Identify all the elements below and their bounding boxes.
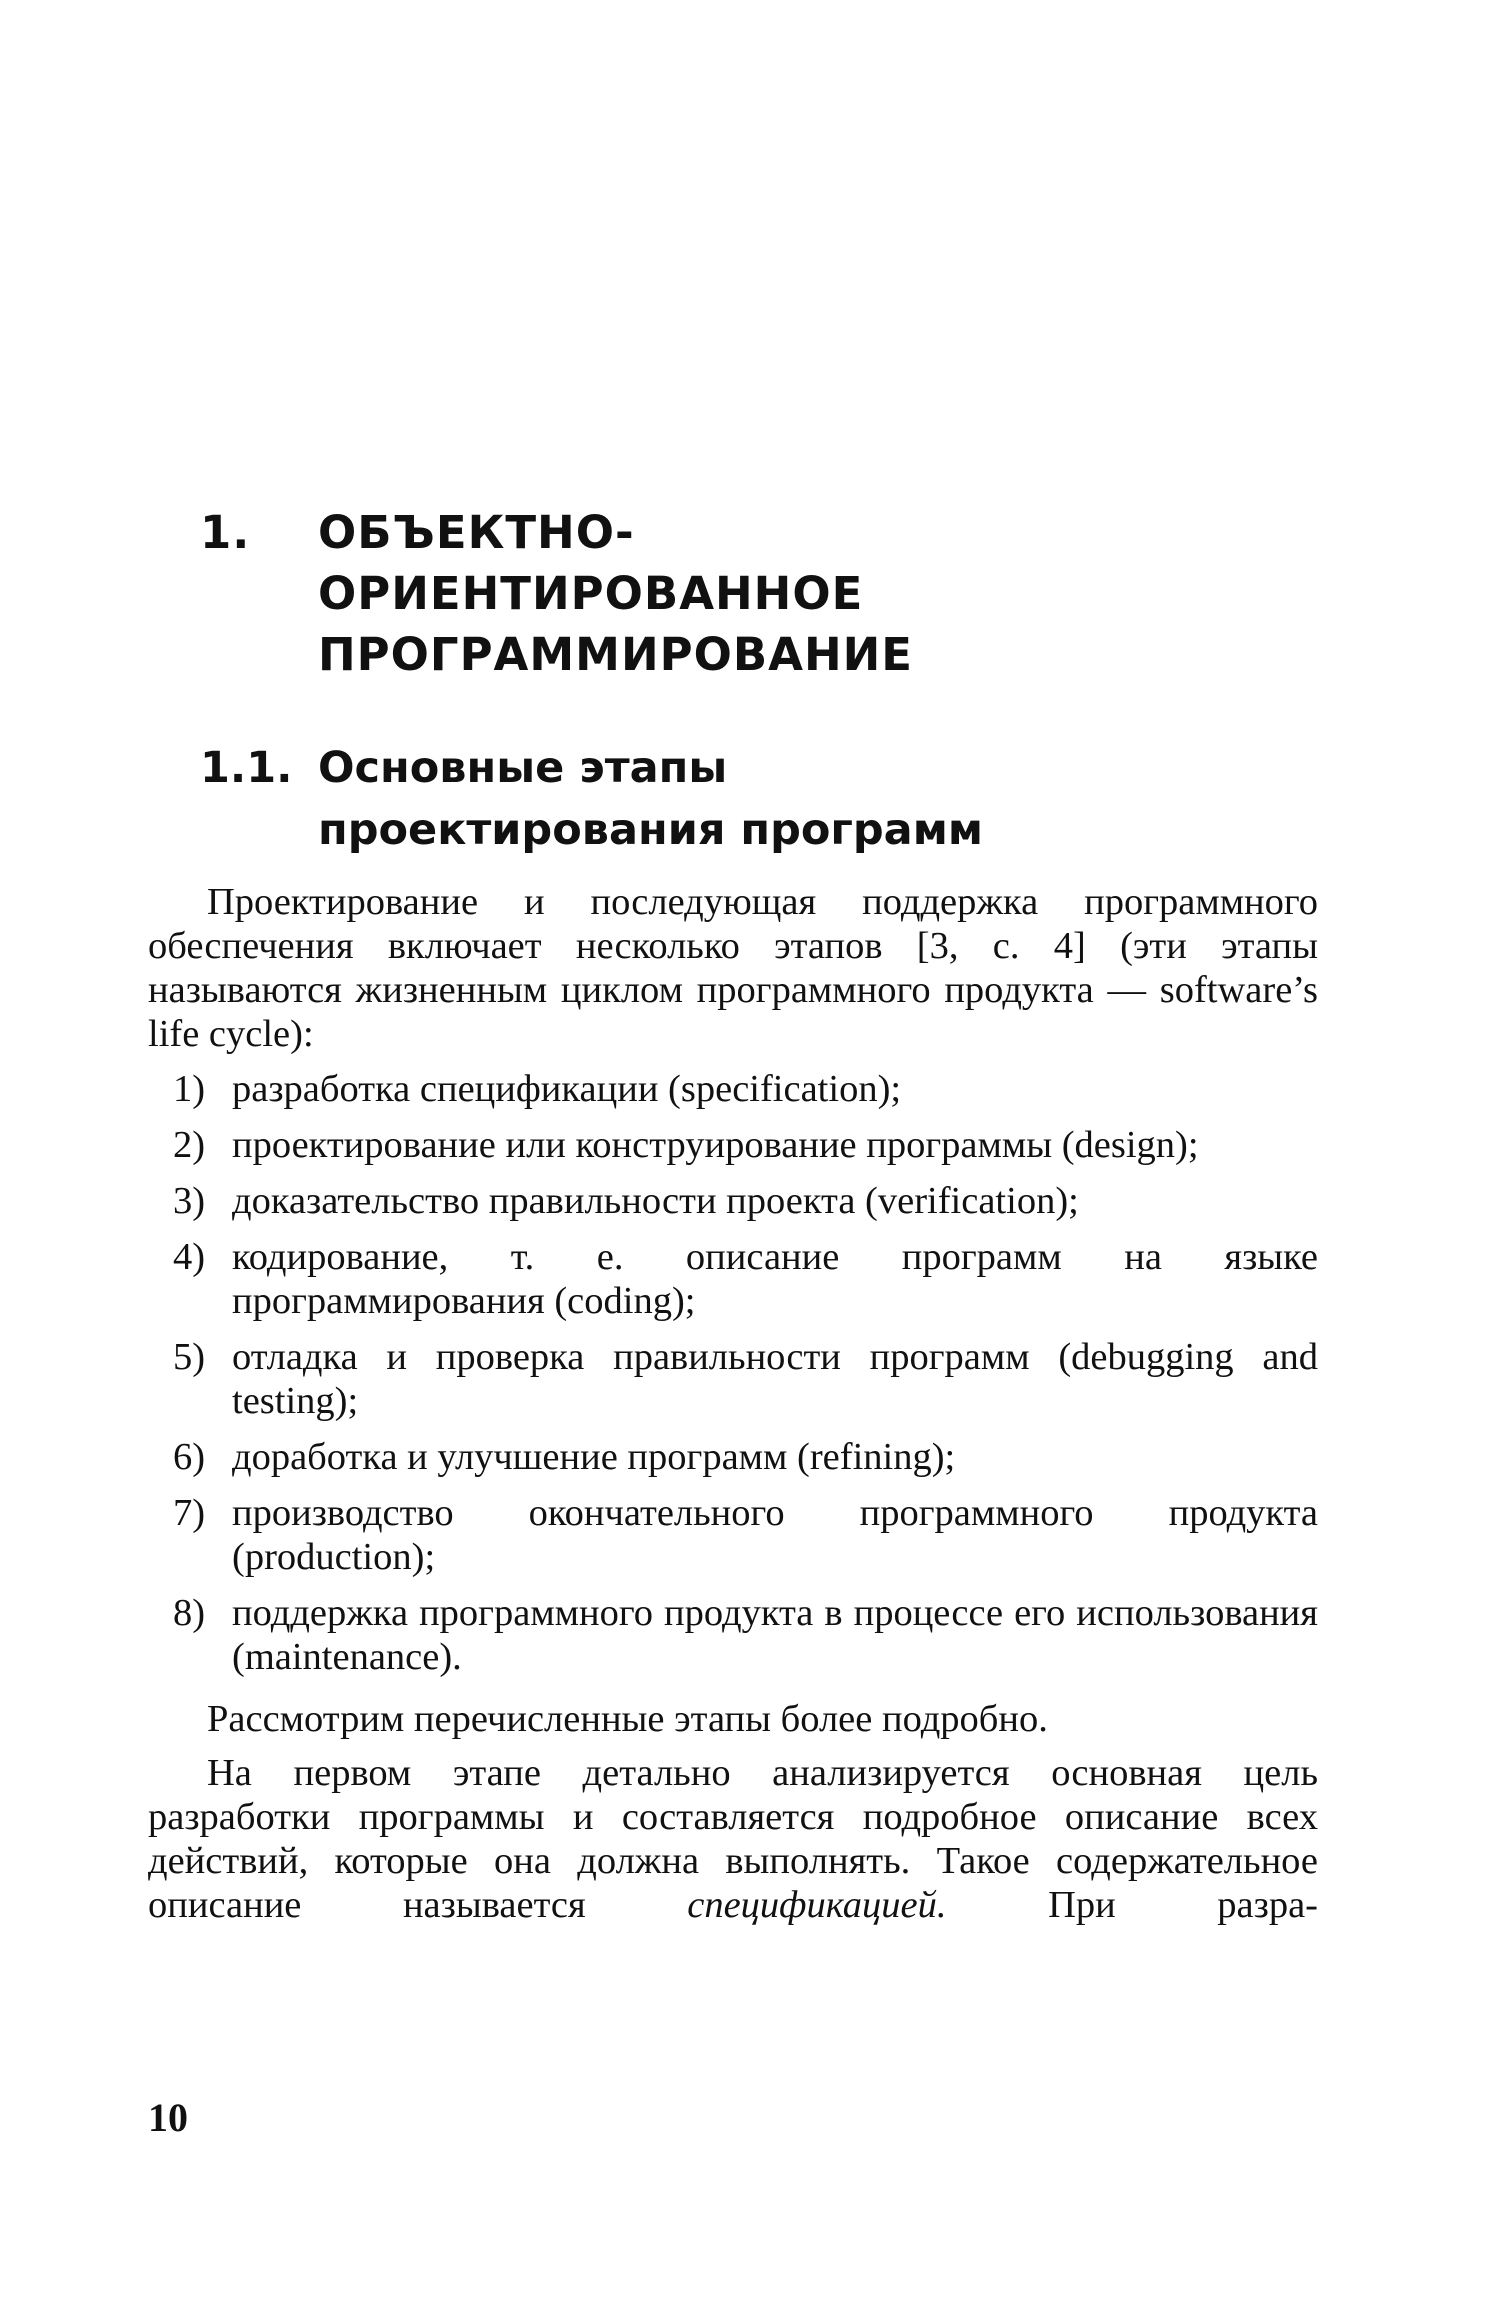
list-item — [148, 1491, 1318, 1579]
list-item-number: 4) — [173, 1236, 206, 1278]
chapter-title-line: ОБЪЕКТНО- — [318, 506, 635, 559]
section-number: 1.1. — [200, 743, 293, 793]
section-title-line: Основные этапы — [318, 743, 728, 793]
list-item — [148, 1335, 1318, 1423]
section-title-line: проектирования программ — [318, 805, 983, 855]
list-item-text: разработка спецификации (specification); — [232, 1068, 902, 1110]
first-stage-paragraph — [148, 1751, 1318, 1927]
specification-term: спецификацией. — [687, 1884, 947, 1926]
list-item-text: поддержка программного продукта в процессе его использования (maintenance). — [232, 1592, 1318, 1678]
list-item — [148, 1591, 1318, 1679]
list-item-text: производство окончательного программного продукта (production); — [232, 1492, 1318, 1578]
body-text — [148, 880, 1318, 1927]
list-item-number: 8) — [173, 1592, 206, 1634]
chapter-title — [318, 502, 1018, 685]
list-item — [148, 1235, 1318, 1323]
page-number: 10 — [148, 2095, 188, 2140]
intro-paragraph: Проектирование и последующая поддержка программного обеспечения включает несколько этапов [3, с. 4] (эти этапы называются жизненным циклом программного продукта — software’s life cycle): — [148, 881, 1318, 1055]
list-item-number: 6) — [173, 1436, 206, 1478]
list-item-number: 3) — [173, 1180, 206, 1222]
list-item-number: 1) — [173, 1068, 206, 1110]
list-item-number: 5) — [173, 1336, 206, 1378]
chapter-title-line: ПРОГРАММИРОВАНИЕ — [318, 628, 914, 681]
first-stage-continuation: При разра- — [946, 1884, 1318, 1926]
list-item-text: доработка и улучшение программ (refining); — [232, 1436, 956, 1478]
list-item — [148, 1123, 1318, 1167]
review-paragraph: Рассмотрим перечисленные этапы более подробно. — [207, 1698, 1048, 1740]
chapter-title-line: ОРИЕНТИРОВАННОЕ — [318, 567, 864, 620]
list-item — [148, 1067, 1318, 1111]
first-stage-text: На первом этапе детально анализируется основная цель разработки программы и составляется подробное описание всех действий, которые она должна выполнять. Такое содержательное описание называется — [148, 1752, 1318, 1926]
list-item — [148, 1179, 1318, 1223]
list-item-text: проектирование или конструирование программы (design); — [232, 1124, 1199, 1166]
list-item — [148, 1435, 1318, 1479]
lifecycle-stages-list — [148, 1067, 1318, 1679]
list-item-text: отладка и проверка правильности программ (debugging and testing); — [232, 1336, 1318, 1422]
list-item-text: кодирование, т. е. описание программ на языке программирования (coding); — [232, 1236, 1318, 1322]
list-item-number: 2) — [173, 1124, 206, 1166]
section-title — [318, 737, 1118, 861]
list-item-number: 7) — [173, 1492, 206, 1534]
chapter-number: 1. — [200, 506, 251, 559]
list-item-text: доказательство правильности проекта (verification); — [232, 1180, 1079, 1222]
